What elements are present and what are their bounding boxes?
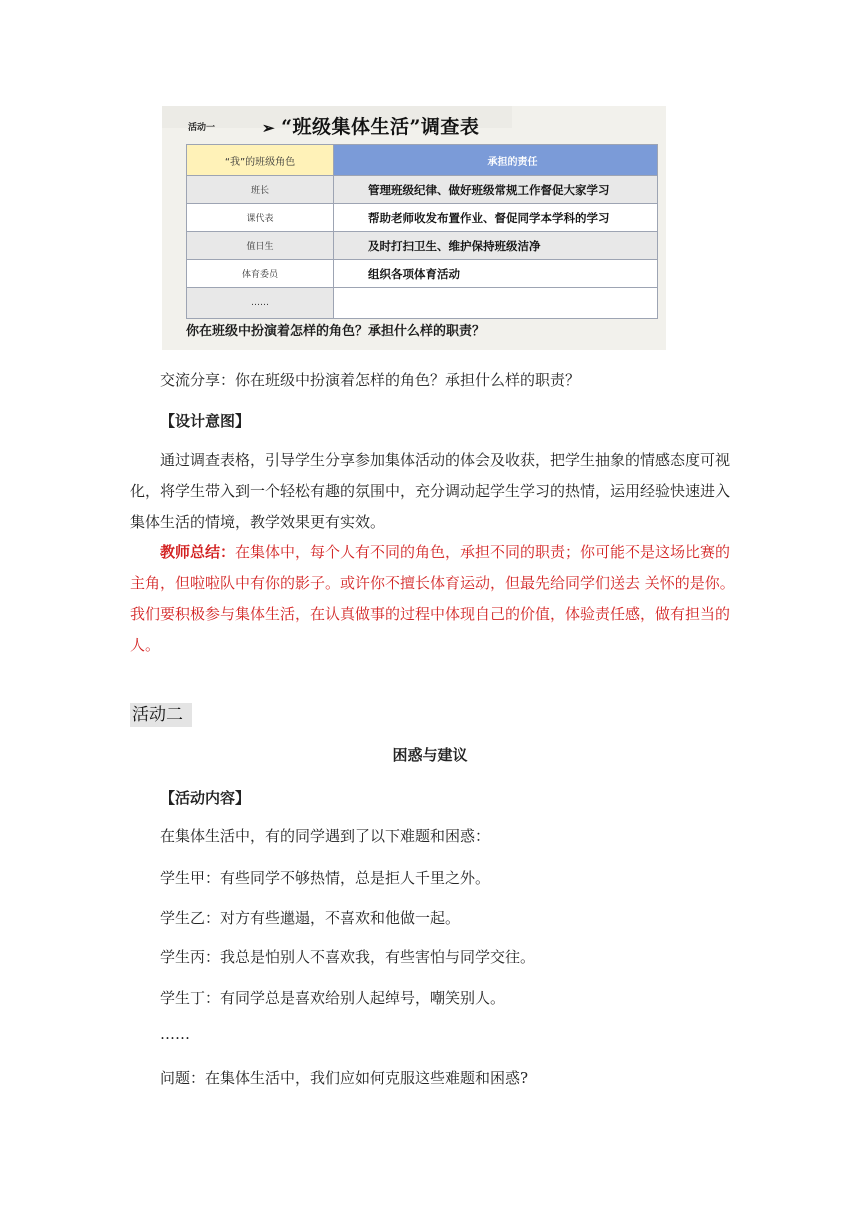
design-paragraph: 通过调查表格，引导学生分享参加集体活动的体会及收获，把学生抽象的情感态度可视化，将学生带入到一个轻松有趣的氛围中，充分调动起学生学习的热情，运用经验快速进入集体生活的情境，教学效果更有实效。 [130,451,731,531]
activity-two-tab: 活动二 [130,703,192,727]
table-row [187,204,658,232]
list-item: …… [160,1025,190,1043]
role-cell: …… [187,288,334,319]
header-duty-cell: 承担的责任 [334,145,658,176]
share-paragraph: 交流分享：你在班级中扮演着怎样的角色？承担什么样的职责？ [160,371,581,389]
summary-text: 在集体中，每个人有不同的角色，承担不同的职责；你可能不是这场比赛的主角，但啦啦队中有你的影子。或许你不擅长体育运动，但最先给同学们送去 关怀的是你。我们要积极参与集体生活，在认真做事的过程中体现自己的价值，体验责任感，做有担当的人。 [130,543,735,654]
duty-cell: 帮助老师收发布置作业、督促同学本学科的学习 [334,204,658,232]
header-role-cell: “我”的班级角色 [187,145,334,176]
table-row [187,176,658,204]
summary-paragraph [130,537,735,661]
question-line: 问题：在集体生活中，我们应如何克服这些难题和困惑? [160,1069,529,1087]
list-item: 学生丙：我总是怕别人不喜欢我，有些害怕与同学交往。 [160,948,536,966]
content-heading: 【活动内容】 [160,789,251,807]
table-row [187,232,658,260]
activity-one-tag: 活动一 [188,123,216,133]
role-cell: 值日生 [187,232,334,260]
list-item: 在集体生活中，有的同学遇到了以下难题和困惑： [160,827,491,845]
survey-question: 你在班级中扮演着怎样的角色？承担什么样的职责？ [186,324,486,339]
design-heading: 【设计意图】 [160,412,251,430]
arrow-bullet-icon: ➢ [262,119,276,137]
table-row [187,260,658,288]
role-cell: 课代表 [187,204,334,232]
table-row [187,288,658,319]
table-header-row [187,145,658,176]
role-cell: 体育委员 [187,260,334,288]
survey-table [186,144,658,319]
survey-table-image [162,106,666,350]
duty-cell: 管理班级纪律、做好班级常规工作督促大家学习 [334,176,658,204]
role-cell: 班长 [187,176,334,204]
duty-cell: 组织各项体育活动 [334,260,658,288]
duty-cell [334,288,658,319]
list-item: 学生甲：有些同学不够热情，总是拒人千里之外。 [160,869,491,887]
list-item: 学生乙：对方有些邋遢，不喜欢和他做一起。 [160,909,461,927]
survey-title [262,112,479,139]
activity-two-title: 困惑与建议 [392,746,468,764]
list-item: 学生丁：有同学总是喜欢给别人起绰号，嘲笑别人。 [160,989,506,1007]
duty-cell: 及时打扫卫生、维护保持班级洁净 [334,232,658,260]
summary-lead: 教师总结： [160,543,236,561]
survey-title-text: “班级集体生活”调查表 [281,116,480,138]
